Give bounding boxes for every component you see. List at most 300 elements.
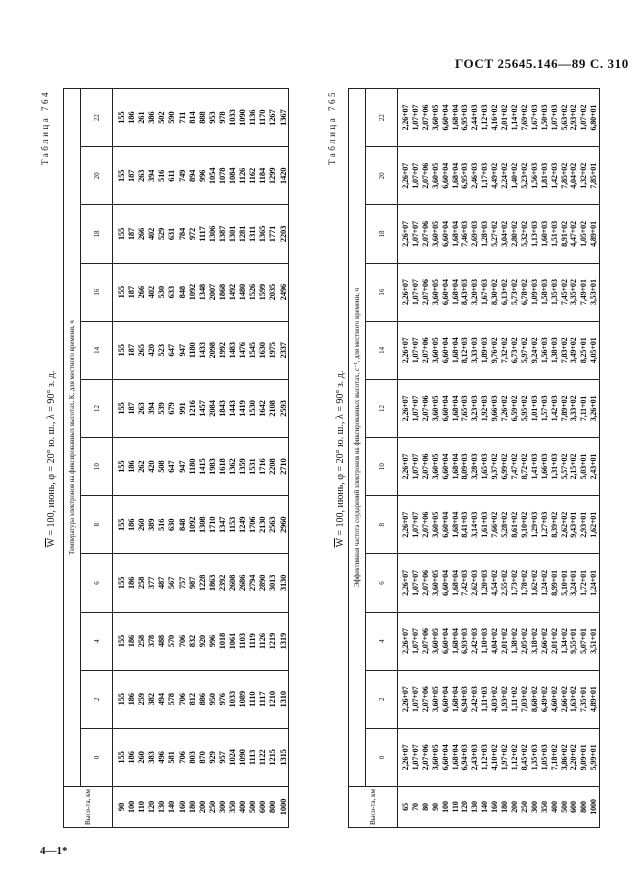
value-cell: 3,24+01 <box>569 554 579 612</box>
value-cell: 2098 <box>207 321 217 379</box>
value-cell: 4,54+02 <box>490 554 500 612</box>
value-cell: 7,85+01 <box>589 147 599 205</box>
value-cell: 9,10+02 <box>520 496 530 554</box>
height-cell: 800 <box>267 787 277 828</box>
value-cell: 1,28+03 <box>480 205 490 263</box>
table-row <box>177 89 187 828</box>
hour-column-header: 20 <box>81 147 113 205</box>
value-cell: 7,65+03 <box>460 379 470 437</box>
value-cell: 749 <box>177 147 187 205</box>
value-cell: 1299 <box>267 147 277 205</box>
value-cell: 5,27+02 <box>490 205 500 263</box>
value-cell: 4,60+02 <box>550 670 560 728</box>
value-cell: 1180 <box>187 321 197 379</box>
value-cell: 1,24+02 <box>540 554 550 612</box>
value-cell: 2,24+02 <box>500 147 510 205</box>
value-cell: 1868 <box>217 263 227 321</box>
value-cell: 1,65+03 <box>480 438 490 496</box>
height-cell: 130 <box>156 787 166 828</box>
value-cell: 1,07+07 <box>411 438 421 496</box>
value-cell: 2,42+03 <box>470 612 480 670</box>
value-cell: 711 <box>177 89 187 147</box>
value-cell: 5,10+01 <box>560 554 570 612</box>
value-cell: 1,07+07 <box>411 205 421 263</box>
value-cell: 1,68+04 <box>451 496 461 554</box>
hour-column-header: 4 <box>366 612 398 670</box>
collision-frequency-table <box>348 88 600 828</box>
value-cell: 784 <box>177 205 187 263</box>
value-cell: 2686 <box>237 554 247 612</box>
value-cell: 7,47+02 <box>510 438 520 496</box>
table-row <box>540 89 550 828</box>
value-cell: 1,07+07 <box>411 728 421 786</box>
value-cell: 3,20+03 <box>470 263 480 321</box>
value-cell: 6,95+03 <box>460 147 470 205</box>
value-cell: 978 <box>217 89 227 147</box>
value-cell: 7,35+01 <box>579 670 589 728</box>
table-caption: Эффективная частота соударений электронов на фиксированных высотах, с⁻¹, для местного времени, ч <box>349 89 366 787</box>
height-cell: 1000 <box>278 787 289 828</box>
value-cell: 832 <box>187 612 197 670</box>
hour-column-header: 12 <box>81 379 113 437</box>
value-cell: 1,07+07 <box>411 89 421 147</box>
value-cell: 1530 <box>247 379 257 437</box>
value-cell: 1,12+02 <box>510 728 520 786</box>
value-cell: 8,12+03 <box>460 321 470 379</box>
value-cell: 2208 <box>267 438 277 496</box>
value-cell: 1,62+01 <box>589 496 599 554</box>
value-cell: 1,35+03 <box>530 728 540 786</box>
value-cell: 1,60+03 <box>540 205 550 263</box>
page-signature: 4—1* <box>40 845 68 857</box>
value-cell: 502 <box>156 89 166 147</box>
height-cell: 180 <box>500 787 510 828</box>
value-cell: 1983 <box>207 438 217 496</box>
value-cell: 1180 <box>187 438 197 496</box>
value-cell: 803 <box>187 728 197 786</box>
value-cell: 186 <box>126 670 136 728</box>
value-cell: 1,97+02 <box>500 728 510 786</box>
value-cell: 1599 <box>257 263 267 321</box>
height-cell: 140 <box>480 787 490 828</box>
value-cell: 529 <box>156 205 166 263</box>
value-cell: 377 <box>146 554 156 612</box>
value-cell: 5,07+01 <box>579 612 589 670</box>
value-cell: 6,60+04 <box>441 379 451 437</box>
value-cell: 9,66+03 <box>490 379 500 437</box>
value-cell: 1,68+04 <box>451 147 461 205</box>
value-cell: 2,07+06 <box>421 321 431 379</box>
value-cell: 8,68+02 <box>530 670 540 728</box>
height-cell: 70 <box>411 787 421 828</box>
value-cell: 996 <box>197 147 207 205</box>
height-cell: 120 <box>146 787 156 828</box>
value-cell: 1716 <box>257 438 267 496</box>
value-cell: 1219 <box>267 612 277 670</box>
value-cell: 3130 <box>278 554 289 612</box>
value-cell: 2,26+07 <box>398 205 411 263</box>
value-cell: 261 <box>136 89 146 147</box>
value-cell: 633 <box>166 263 176 321</box>
value-cell: 7,46+03 <box>460 205 470 263</box>
value-cell: 1018 <box>217 612 227 670</box>
value-cell: 1315 <box>278 728 289 786</box>
value-cell: 1531 <box>247 438 257 496</box>
height-cell: 160 <box>177 787 187 828</box>
value-cell: 1078 <box>217 147 227 205</box>
height-cell: 400 <box>237 787 247 828</box>
value-cell: 523 <box>156 321 166 379</box>
value-cell: 2,80+02 <box>510 205 520 263</box>
value-cell: 7,45+02 <box>560 263 570 321</box>
hours-row <box>81 89 113 828</box>
value-cell: 2,66+02 <box>540 612 550 670</box>
value-cell: 1033 <box>227 89 237 147</box>
value-cell: 3,35+02 <box>569 263 579 321</box>
value-cell: 1170 <box>257 89 267 147</box>
value-cell: 6,78+02 <box>520 263 530 321</box>
value-cell: 9,09+01 <box>579 728 589 786</box>
table-row <box>560 89 570 828</box>
value-cell: 155 <box>113 612 127 670</box>
value-cell: 8,99+01 <box>550 554 560 612</box>
table-row <box>136 89 146 828</box>
value-cell: 6,60+04 <box>441 321 451 379</box>
value-cell: 1,67+03 <box>480 263 490 321</box>
value-cell: 3,60+05 <box>431 438 441 496</box>
value-cell: 155 <box>113 205 127 263</box>
document-header: ГОСТ 25645.146—89 С. 310 <box>455 56 629 71</box>
value-cell: 1480 <box>237 263 247 321</box>
value-cell: 1117 <box>257 670 267 728</box>
table-row <box>411 89 421 828</box>
table-title <box>46 88 57 830</box>
value-cell: 1843 <box>217 379 227 437</box>
value-cell: 3,51+01 <box>589 612 599 670</box>
value-cell: 1,07+07 <box>411 496 421 554</box>
value-cell: 1863 <box>207 554 217 612</box>
value-cell: 2,07+06 <box>421 438 431 496</box>
height-cell: 100 <box>441 787 451 828</box>
value-cell: 2007 <box>207 263 217 321</box>
value-cell: 186 <box>126 438 136 496</box>
table-row <box>550 89 560 828</box>
value-cell: 1347 <box>217 496 227 554</box>
value-cell: 7,18+02 <box>550 728 560 786</box>
value-cell: 1706 <box>247 496 257 554</box>
value-cell: 1,68+04 <box>451 438 461 496</box>
value-cell: 2794 <box>247 554 257 612</box>
height-cell: 100 <box>126 787 136 828</box>
value-cell: 1113 <box>247 728 257 786</box>
table-number: Таблица 765 <box>327 90 337 165</box>
value-cell: 1,56+03 <box>530 147 540 205</box>
value-cell: 2,20+02 <box>569 728 579 786</box>
value-cell: 1122 <box>257 728 267 786</box>
value-cell: 7,85+02 <box>560 147 570 205</box>
value-cell: 3,60+05 <box>431 612 441 670</box>
value-cell: 812 <box>187 670 197 728</box>
table-row <box>257 89 267 828</box>
value-cell: 3,86+02 <box>560 728 570 786</box>
value-cell: 2,55+02 <box>500 554 510 612</box>
value-cell: 530 <box>156 263 166 321</box>
value-cell: 3,14+03 <box>470 496 480 554</box>
value-cell: 187 <box>126 205 136 263</box>
value-cell: 4,04+02 <box>569 147 579 205</box>
value-cell: 1,56+03 <box>540 321 550 379</box>
value-cell: 2084 <box>207 379 217 437</box>
value-cell: 2496 <box>278 263 289 321</box>
hour-column-header: 0 <box>81 728 113 786</box>
value-cell: 516 <box>156 496 166 554</box>
value-cell: 2608 <box>227 554 237 612</box>
value-cell: 2392 <box>217 554 227 612</box>
hour-column-header: 6 <box>81 554 113 612</box>
value-cell: 186 <box>126 89 136 147</box>
table-row <box>113 89 127 828</box>
value-cell: 155 <box>113 89 127 147</box>
value-cell: 2337 <box>278 321 289 379</box>
value-cell: 5,73+02 <box>510 263 520 321</box>
value-cell: 1,40+02 <box>510 147 520 205</box>
value-cell: 3,26+01 <box>589 379 599 437</box>
height-cell: 120 <box>460 787 470 828</box>
value-cell: 2,93+02 <box>569 89 579 147</box>
height-cell: 1000 <box>589 787 599 828</box>
value-cell: 1,51+03 <box>550 205 560 263</box>
value-cell: 2,44+03 <box>470 89 480 147</box>
value-cell: 950 <box>207 670 217 728</box>
value-cell: 2,26+07 <box>398 728 411 786</box>
value-cell: 7,69+02 <box>520 89 530 147</box>
value-cell: 2,07+06 <box>421 205 431 263</box>
value-cell: 1215 <box>267 728 277 786</box>
height-cell: 250 <box>520 787 530 828</box>
value-cell: 2,66+02 <box>560 670 570 728</box>
value-cell: 2,26+07 <box>398 379 411 437</box>
hour-column-header: 8 <box>81 496 113 554</box>
value-cell: 1301 <box>227 205 237 263</box>
table-row <box>166 89 176 828</box>
value-cell: 1319 <box>278 612 289 670</box>
value-cell: 1,68+04 <box>451 321 461 379</box>
value-cell: 4,49+02 <box>490 147 500 205</box>
header-row <box>64 89 81 828</box>
hour-column-header: 2 <box>81 670 113 728</box>
table-row <box>146 89 156 828</box>
value-cell: 1365 <box>257 205 267 263</box>
height-cell: 110 <box>451 787 461 828</box>
value-cell: 2108 <box>267 379 277 437</box>
table-row <box>267 89 277 828</box>
value-cell: 1,10+03 <box>480 612 490 670</box>
value-cell: 1420 <box>278 147 289 205</box>
table-row <box>490 89 500 828</box>
value-cell: 7,89+02 <box>560 379 570 437</box>
value-cell: 4,47+02 <box>569 205 579 263</box>
height-cell: 130 <box>470 787 480 828</box>
value-cell: 1,68+04 <box>451 89 461 147</box>
value-cell: 578 <box>166 670 176 728</box>
value-cell: 1,57+03 <box>540 379 550 437</box>
table-row <box>460 89 470 828</box>
value-cell: 6,60+04 <box>441 438 451 496</box>
value-cell: 6,13+02 <box>500 263 510 321</box>
height-cell: 140 <box>166 787 176 828</box>
value-cell: 8,61+02 <box>510 496 520 554</box>
title-conditions: = 100, июнь, φ = 20° ю. ш., λ = 90° з. д. <box>335 370 346 539</box>
height-cell: 110 <box>136 787 146 828</box>
value-cell: 6,60+04 <box>441 205 451 263</box>
value-cell: 7,32+02 <box>500 321 510 379</box>
hour-column-header: 14 <box>81 321 113 379</box>
value-cell: 266 <box>136 263 146 321</box>
table-row <box>421 89 431 828</box>
value-cell: 1,66+03 <box>540 438 550 496</box>
header-row <box>349 89 366 828</box>
value-cell: 2563 <box>267 496 277 554</box>
hour-column-header: 12 <box>366 379 398 437</box>
value-cell: 976 <box>217 670 227 728</box>
value-cell: 155 <box>113 496 127 554</box>
value-cell: 590 <box>166 89 176 147</box>
value-cell: 155 <box>113 147 127 205</box>
table-row <box>589 89 599 828</box>
value-cell: 2,26+07 <box>398 612 411 670</box>
value-cell: 1,68+04 <box>451 728 461 786</box>
value-cell: 186 <box>126 728 136 786</box>
value-cell: 757 <box>177 554 187 612</box>
value-cell: 1415 <box>197 438 207 496</box>
value-cell: 570 <box>166 612 176 670</box>
value-cell: 265 <box>136 321 146 379</box>
table-caption: Температура электронов на фиксированных высотах, К, для местного времени, ч <box>64 89 81 787</box>
value-cell: 947 <box>177 321 187 379</box>
table-row <box>431 89 441 828</box>
value-cell: 814 <box>187 89 197 147</box>
value-cell: 2130 <box>257 496 267 554</box>
value-cell: 4,10+02 <box>490 728 500 786</box>
height-cell: 500 <box>247 787 257 828</box>
value-cell: 1084 <box>227 147 237 205</box>
table-row <box>197 89 207 828</box>
table-number: Таблица 764 <box>40 90 50 165</box>
title-index-symbol: $\overline{W}$ <box>46 538 57 548</box>
hour-column-header: 10 <box>366 438 398 496</box>
value-cell: 260 <box>136 496 146 554</box>
value-cell: 6,60+04 <box>441 728 451 786</box>
value-cell: 1,07+02 <box>579 89 589 147</box>
value-cell: 1153 <box>227 496 237 554</box>
value-cell: 1033 <box>227 670 237 728</box>
value-cell: 1,93+02 <box>500 670 510 728</box>
height-cell: 600 <box>257 787 267 828</box>
value-cell: 1,34+02 <box>560 612 570 670</box>
height-cell: 300 <box>530 787 540 828</box>
value-cell: 647 <box>166 321 176 379</box>
value-cell: 920 <box>197 612 207 670</box>
value-cell: 1126 <box>257 612 267 670</box>
value-cell: 3,60+05 <box>431 89 441 147</box>
value-cell: 2,42+03 <box>470 670 480 728</box>
value-cell: 8,45+02 <box>520 728 530 786</box>
value-cell: 9,76+02 <box>490 321 500 379</box>
value-cell: 5,32+02 <box>520 205 530 263</box>
value-cell: 1,62+02 <box>530 554 540 612</box>
value-cell: 1,12+03 <box>480 89 490 147</box>
height-cell: 500 <box>560 787 570 828</box>
value-cell: 1,27+03 <box>540 496 550 554</box>
value-cell: 516 <box>156 147 166 205</box>
hour-column-header: 2 <box>366 670 398 728</box>
table-row <box>217 89 227 828</box>
value-cell: 1184 <box>257 147 267 205</box>
value-cell: 539 <box>156 379 166 437</box>
value-cell: 4,16+02 <box>490 89 500 147</box>
value-cell: 9,24+02 <box>530 321 540 379</box>
value-cell: 647 <box>166 438 176 496</box>
value-cell: 1092 <box>187 496 197 554</box>
table-row <box>441 89 451 828</box>
hour-column-header: 0 <box>366 728 398 786</box>
value-cell: 1306 <box>207 205 217 263</box>
value-cell: 8,09+03 <box>460 438 470 496</box>
value-cell: 4,04+02 <box>490 612 500 670</box>
value-cell: 8,39+02 <box>550 496 560 554</box>
value-cell: 1476 <box>237 321 247 379</box>
table-row <box>237 89 247 828</box>
value-cell: 1281 <box>237 205 247 263</box>
table-row <box>569 89 579 828</box>
value-cell: 1,50+03 <box>540 89 550 147</box>
value-cell: 420 <box>146 321 156 379</box>
table-row <box>451 89 461 828</box>
value-cell: 1,31+03 <box>550 438 560 496</box>
value-cell: 947 <box>177 438 187 496</box>
value-cell: 262 <box>136 438 146 496</box>
value-cell: 155 <box>113 438 127 496</box>
value-cell: 3,60+05 <box>431 670 441 728</box>
value-cell: 2,26+07 <box>398 438 411 496</box>
value-cell: 9,43+01 <box>569 496 579 554</box>
value-cell: 1126 <box>237 147 247 205</box>
value-cell: 3,23+03 <box>470 379 480 437</box>
hour-column-header: 16 <box>366 263 398 321</box>
value-cell: 1359 <box>237 438 247 496</box>
value-cell: 1210 <box>267 670 277 728</box>
value-cell: 7,03+02 <box>520 670 530 728</box>
value-cell: 7,42+03 <box>460 554 470 612</box>
value-cell: 2,43+01 <box>589 438 599 496</box>
table-row <box>187 89 197 828</box>
value-cell: 631 <box>166 205 176 263</box>
value-cell: 3,60+05 <box>431 263 441 321</box>
value-cell: 1642 <box>257 379 267 437</box>
value-cell: 402 <box>146 205 156 263</box>
value-cell: 186 <box>126 612 136 670</box>
value-cell: 155 <box>113 263 127 321</box>
value-cell: 1311 <box>247 205 257 263</box>
value-cell: 1,35+03 <box>550 263 560 321</box>
value-cell: 155 <box>113 728 127 786</box>
value-cell: 1,20+03 <box>480 554 490 612</box>
value-cell: 1,68+04 <box>451 379 461 437</box>
value-cell: 2,26+07 <box>398 496 411 554</box>
value-cell: 1092 <box>187 263 197 321</box>
value-cell: 6,60+04 <box>441 670 451 728</box>
value-cell: 3,04+02 <box>500 205 510 263</box>
